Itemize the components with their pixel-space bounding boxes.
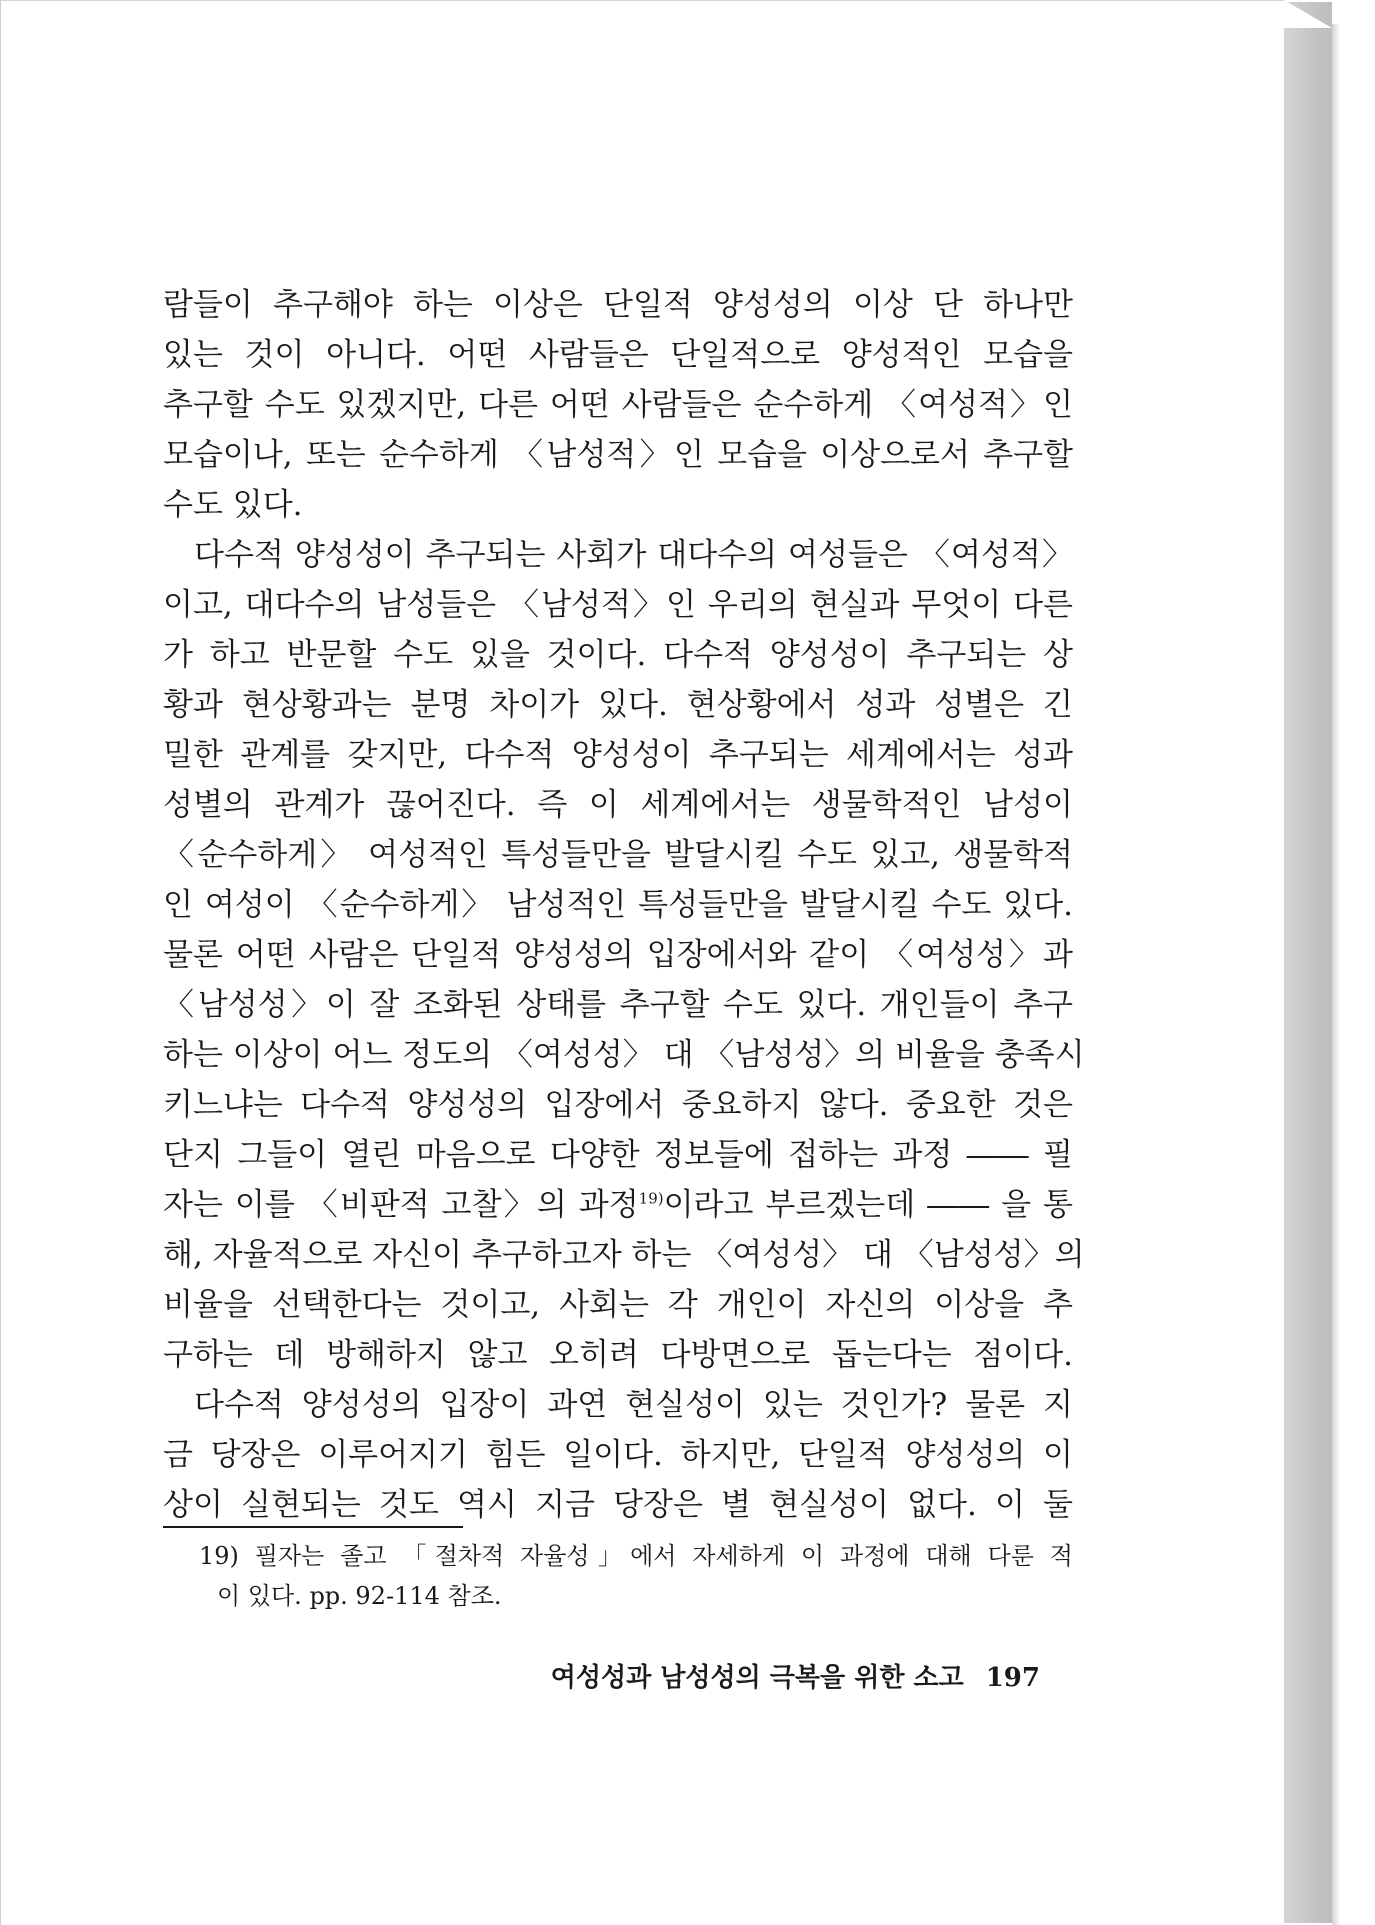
text-line: 황과 현상황과는 분명 차이가 있다. 현상황에서 성과 성별은 긴 bbox=[163, 687, 1073, 723]
text-line: 밀한 관계를 갖지만, 다수적 양성성이 추구되는 세계에서는 성과 bbox=[163, 737, 1073, 773]
text-line: 인 여성이 〈순수하게〉 남성적인 특성들만을 발달시킬 수도 있다. bbox=[163, 887, 1073, 923]
text-line: 하는 이상이 어느 정도의 〈여성성〉 대 〈남성성〉의 비율을 충족시 bbox=[163, 1037, 1085, 1073]
text-line: 추구할 수도 있겠지만, 다른 어떤 사람들은 순수하게 〈여성적〉인 bbox=[163, 387, 1073, 423]
text-line-with-footnote-ref bbox=[163, 1180, 1073, 1230]
text-line: 구하는 데 방해하지 않고 오히려 다방면으로 돕는다는 점이다. bbox=[163, 1337, 1073, 1373]
text-segment: 이라고 부르겠는데 ―― 을 통 bbox=[663, 1187, 1073, 1223]
text-line: 성별의 관계가 끊어진다. 즉 이 세계에서는 생물학적인 남성이 bbox=[163, 787, 1073, 823]
page-stack-edge bbox=[1284, 2, 1332, 1923]
text-line: 이고, 대다수의 남성들은 〈남성적〉인 우리의 현실과 무엇이 다른 bbox=[163, 587, 1073, 623]
text-segment: 자는 이를 〈비판적 고찰〉의 과정 bbox=[163, 1187, 639, 1223]
text-line: 람들이 추구해야 하는 이상은 단일적 양성성의 이상 단 하나만 bbox=[163, 287, 1073, 323]
footnote-reference[interactable]: 19) bbox=[638, 1189, 664, 1208]
footnote-line: 이 있다. pp. 92-114 참조. bbox=[217, 1582, 502, 1610]
text-line: 단지 그들이 열린 마음으로 다양한 정보들에 접하는 과정 ―― 필 bbox=[163, 1137, 1073, 1173]
page-number: 197 bbox=[985, 1663, 1040, 1693]
footnote bbox=[199, 1536, 1073, 1616]
running-title: 여성성과 남성성의 극복을 위한 소고 bbox=[550, 1663, 964, 1693]
text-line: 다수적 양성성이 추구되는 사회가 대다수의 여성들은 〈여성적〉 bbox=[194, 537, 1073, 573]
text-line: 수도 있다. bbox=[163, 487, 303, 523]
running-footer bbox=[540, 1660, 1040, 1696]
text-line: 〈남성성〉이 잘 조화된 상태를 추구할 수도 있다. 개인들이 추구 bbox=[163, 987, 1073, 1023]
text-line: 물론 어떤 사람은 단일적 양성성의 입장에서와 같이 〈여성성〉과 bbox=[163, 937, 1073, 973]
text-line: 해, 자율적으로 자신이 추구하고자 하는 〈여성성〉 대 〈남성성〉의 bbox=[163, 1237, 1085, 1273]
text-line: 있는 것이 아니다. 어떤 사람들은 단일적으로 양성적인 모습을 bbox=[163, 337, 1073, 373]
text-line: 다수적 양성성의 입장이 과연 현실성이 있는 것인가? 물론 지 bbox=[194, 1387, 1073, 1423]
footnote-divider bbox=[163, 1526, 463, 1528]
text-line: 〈순수하게〉 여성적인 특성들만을 발달시킬 수도 있고, 생물학적 bbox=[163, 837, 1073, 873]
text-line: 금 당장은 이루어지기 힘든 일이다. 하지만, 단일적 양성성의 이 bbox=[163, 1437, 1073, 1473]
text-line: 가 하고 반문할 수도 있을 것이다. 다수적 양성성이 추구되는 상 bbox=[163, 637, 1073, 673]
body-text bbox=[163, 280, 1085, 1530]
text-line: 키느냐는 다수적 양성성의 입장에서 중요하지 않다. 중요한 것은 bbox=[163, 1087, 1073, 1123]
page-shadow bbox=[1332, 24, 1340, 1925]
text-line: 모습이나, 또는 순수하게 〈남성적〉인 모습을 이상으로서 추구할 bbox=[163, 437, 1073, 473]
text-line: 비율을 선택한다는 것이고, 사회는 각 개인이 자신의 이상을 추 bbox=[163, 1287, 1073, 1323]
text-line: 상이 실현되는 것도 역시 지금 당장은 별 현실성이 없다. 이 둘 bbox=[163, 1487, 1073, 1523]
footnote-line: 19) 필자는 졸고 「절차적 자율성」에서 자세하게 이 과정에 대해 다룬 적 bbox=[199, 1542, 1073, 1570]
